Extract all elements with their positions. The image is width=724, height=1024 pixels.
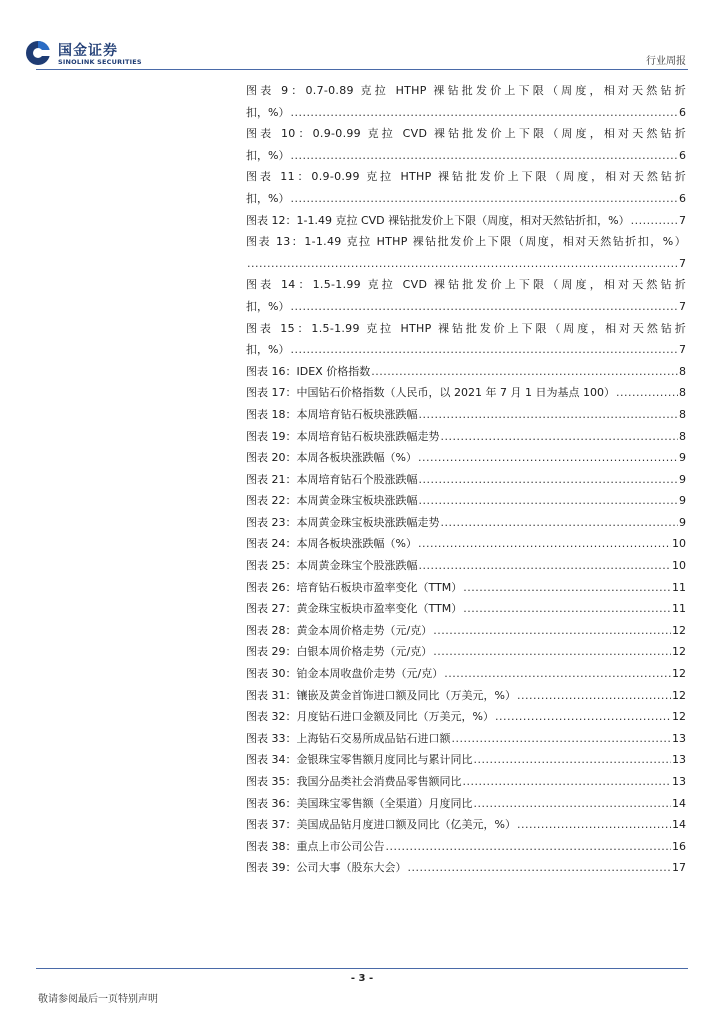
toc-entry-title: 上海钻石交易所成品钻石进口额 [296,731,451,745]
toc-leader-dots [433,641,671,663]
toc-entry[interactable] [246,382,686,404]
toc-leader-dots [419,490,679,512]
toc-entry[interactable] [246,533,686,555]
toc-entry-label: 图表 39： [246,861,297,875]
toc-entry-title-line2: 扣，%） [246,105,290,119]
toc-entry-label: 图表 20： [246,451,297,465]
toc-entry-label: 图表 17： [246,386,297,400]
toc-entry-label: 图表 34： [246,753,297,767]
toc-entry-page: 14 [672,818,686,832]
toc-entry-label: 图表 29： [246,645,297,659]
toc-entry-page: 6 [679,191,686,205]
toc-leader-dots [386,836,672,858]
toc-entry-title: 本周培育钻石板块涨跌幅走势 [296,429,440,443]
toc-entry-title-line1: 0.7-0.89 克拉 HTHP 裸钻批发价上下限（周度，相对天然钻折 [305,84,686,97]
toc-entry-page: 8 [679,364,686,378]
toc-entry-title: 美国珠宝零售额（全渠道）月度同比 [296,796,473,810]
toc-entry[interactable] [246,577,686,599]
toc-entry-page: 9 [679,451,686,465]
toc-entry-page: 12 [672,667,686,681]
toc-leader-dots [290,188,678,210]
toc-entry-label: 图表 31： [246,688,297,702]
toc-entry-title: 重点上市公司公告 [296,839,385,853]
toc-leader-dots [495,706,671,728]
toc-entry-title: 本周黄金珠宝个股涨跌幅 [296,559,418,573]
toc-entry-label: 图表 18： [246,407,297,421]
toc-entry-page: 14 [672,796,686,810]
toc-entry-label: 图表 30： [246,667,297,681]
toc-entry-page: 13 [672,775,686,788]
toc-entry-label: 图表 33： [246,731,297,745]
toc-entry-page: 6 [679,148,686,162]
toc-entry-page: 12 [672,710,686,724]
toc-entry[interactable] [246,620,686,642]
toc-entry[interactable] [246,555,686,577]
toc-entry-page: 7 [679,256,686,270]
toc-entry[interactable] [246,814,686,836]
page-header [0,0,724,72]
toc-entry[interactable] [246,490,686,512]
toc-entry-label: 图表 23： [246,515,297,529]
toc-entry-page: 8 [679,407,686,421]
toc-entry-title: 月度钻石进口金额及同比（万美元，%） [296,710,494,724]
toc-leader-dots [433,620,671,642]
toc-entry-title: 本周培育钻石板块涨跌幅 [296,407,418,421]
toc-entry-label: 图表 11： [246,170,312,184]
toc-entry[interactable] [246,512,686,534]
toc-entry-label: 图表 15： [246,321,312,335]
toc-entry-page: 11 [672,602,686,616]
toc-entry-title-line1: 0.9-0.99 克拉 HTHP 裸钻批发价上下限（周度，相对天然钻折 [311,170,686,184]
toc-entry-page: 13 [672,753,686,767]
toc-entry-title: 本周各板块涨跌幅（%） [296,451,417,465]
toc-entry-title-line2: 扣，%） [246,299,290,313]
toc-entry-page: 7 [679,343,686,357]
toc-entry[interactable] [246,469,686,491]
toc-entry[interactable] [246,836,686,858]
toc-leader-dots [419,469,679,491]
toc-leader-dots [290,102,678,124]
toc-leader-dots [419,555,672,577]
toc-leader-dots [517,685,671,707]
toc-entry-page: 7 [679,299,686,313]
toc-leader-dots [418,533,671,555]
figure-table-of-contents [246,80,686,879]
toc-leader-dots [418,447,678,469]
toc-entry[interactable] [246,274,686,317]
toc-leader-dots [452,728,672,750]
toc-entry-label: 图表 10： [246,127,313,141]
toc-leader-dots [444,663,671,685]
header-divider [36,69,688,70]
toc-entry-label: 图表 38： [246,839,297,853]
toc-leader-dots [290,339,678,361]
report-type: 行业周报 [646,56,686,67]
toc-entry-page: 8 [679,429,686,443]
toc-entry-page: 12 [672,645,686,659]
toc-entry-label: 图表 22： [246,494,297,508]
toc-entry[interactable] [246,447,686,469]
toc-entry[interactable] [246,771,686,793]
toc-entry-label: 图表 14： [246,278,313,292]
toc-entry[interactable] [246,166,686,209]
toc-leader-dots [463,598,671,620]
toc-entry-title: IDEX 价格指数 [296,364,371,378]
page-number: - 3 - [350,973,374,984]
toc-entry[interactable] [246,231,686,274]
toc-entry-title: 黄金本周价格走势（元/克） [296,623,433,637]
toc-entry[interactable] [246,728,686,750]
toc-leader-dots [463,771,672,793]
toc-entry-title: 公司大事（股东大会） [296,861,407,875]
toc-entry[interactable] [246,404,686,426]
toc-entry-title: 金银珠宝零售额月度同比与累计同比 [296,753,473,767]
toc-entry-page: 12 [672,688,686,702]
toc-leader-dots [517,814,671,836]
toc-entry-title-line1: 1.5-1.99 克拉 HTHP 裸钻批发价上下限（周度，相对天然钻折 [311,321,686,335]
toc-entry-page: 16 [672,839,686,853]
toc-entry[interactable] [246,598,686,620]
toc-entry-title: 本周黄金珠宝板块涨跌幅 [296,494,418,508]
toc-entry-title: 1-1.49 克拉 CVD 裸钻批发价上下限（周度，相对天然钻折扣，%） [296,213,630,227]
toc-entry[interactable] [246,641,686,663]
toc-entry[interactable] [246,210,686,232]
toc-entry-page: 9 [679,494,686,508]
toc-leader-dots [631,210,678,232]
toc-entry-label: 图表 32： [246,710,297,724]
toc-entry-title-line2: 扣，%） [246,191,290,205]
toc-entry-title: 本周培育钻石个股涨跌幅 [296,472,418,486]
toc-entry[interactable] [246,663,686,685]
toc-entry-label: 图表 35： [246,775,297,788]
toc-entry-title: 白银本周价格走势（元/克） [296,645,433,659]
toc-leader-dots [616,382,678,404]
toc-entry-title: 黄金珠宝板块市盈率变化（TTM） [296,602,463,616]
toc-entry-label: 图表 25： [246,559,297,573]
toc-entry-page: 11 [672,580,686,594]
toc-leader-dots [474,793,672,815]
toc-entry-label: 图表 16： [246,364,297,378]
toc-entry-title: 本周各板块涨跌幅（%） [296,537,417,551]
toc-entry-page: 10 [672,537,686,551]
toc-entry-page: 13 [672,731,686,745]
toc-entry-page: 9 [679,515,686,529]
toc-leader-dots [419,404,679,426]
toc-entry-title: 本周黄金珠宝板块涨跌幅走势 [296,515,440,529]
brand-name-cn: 国金证券 [58,43,118,59]
toc-entry-page: 8 [679,386,686,400]
toc-entry-title-line2: 扣，%） [246,148,290,162]
toc-entry-page: 6 [679,105,686,119]
toc-entry-label: 图表 26： [246,580,297,594]
toc-entry-page: 12 [672,623,686,637]
toc-leader-dots [290,296,678,318]
toc-entry[interactable] [246,749,686,771]
toc-entry-label: 图表 12： [246,213,297,227]
toc-entry-title: 镶嵌及黄金首饰进口额及同比（万美元，%） [296,688,516,702]
toc-entry[interactable] [246,685,686,707]
toc-entry-label: 图表 36： [246,796,297,810]
toc-entry-title: 培育钻石板块市盈率变化（TTM） [296,580,463,594]
toc-leader-dots [371,361,678,383]
toc-entry-title-line1: 0.9-0.99 克拉 CVD 裸钻批发价上下限（周度，相对天然钻折 [312,127,686,141]
toc-entry-label: 图表 27： [246,602,297,616]
toc-entry-page: 7 [679,213,686,227]
toc-entry-page: 10 [672,559,686,573]
toc-entry-label: 图表 21： [246,472,297,486]
toc-entry-title-line1: 1-1.49 克拉 HTHP 裸钻批发价上下限（周度，相对天然钻折扣，%） [304,235,686,249]
toc-entry[interactable] [246,80,686,123]
toc-entry-title-line1: 1.5-1.99 克拉 CVD 裸钻批发价上下限（周度，相对天然钻折 [312,278,686,292]
toc-leader-dots [441,512,679,534]
footer-divider [36,968,688,969]
toc-entry-title-line2: 扣，%） [246,343,290,357]
toc-entry-label: 图表 13： [246,235,305,249]
toc-entry-title: 铂金本周收盘价走势（元/克） [296,667,444,681]
toc-entry[interactable] [246,706,686,728]
toc-entry[interactable] [246,123,686,166]
toc-leader-dots [441,426,679,448]
toc-entry[interactable] [246,793,686,815]
toc-leader-dots [247,253,678,275]
toc-entry-label: 图表 28： [246,623,297,637]
toc-entry-label: 图表 19： [246,429,297,443]
toc-entry-page: 9 [679,472,686,486]
brand-name-en: SINOLINK SECURITIES [58,58,142,66]
toc-entry[interactable] [246,426,686,448]
toc-entry-page: 17 [672,861,686,875]
toc-entry-title: 中国钻石价格指数（人民币，以 2021 年 7 月 1 日为基点 100） [296,386,615,400]
toc-entry-title: 美国成品钻月度进口额及同比（亿美元，%） [296,818,516,832]
toc-entry[interactable] [246,857,686,879]
footer-disclaimer: 敬请参阅最后一页特别声明 [38,994,158,1005]
toc-entry-title: 我国分品类社会消费品零售额同比 [296,775,462,788]
toc-entry-label: 图表 37： [246,818,297,832]
toc-leader-dots [290,145,678,167]
toc-leader-dots [474,749,672,771]
toc-entry-label: 图表 24： [246,537,297,551]
toc-leader-dots [408,857,672,879]
toc-entry[interactable] [246,318,686,361]
toc-entry-label: 图表 9： [246,84,306,97]
toc-entry[interactable] [246,361,686,383]
toc-leader-dots [463,577,671,599]
